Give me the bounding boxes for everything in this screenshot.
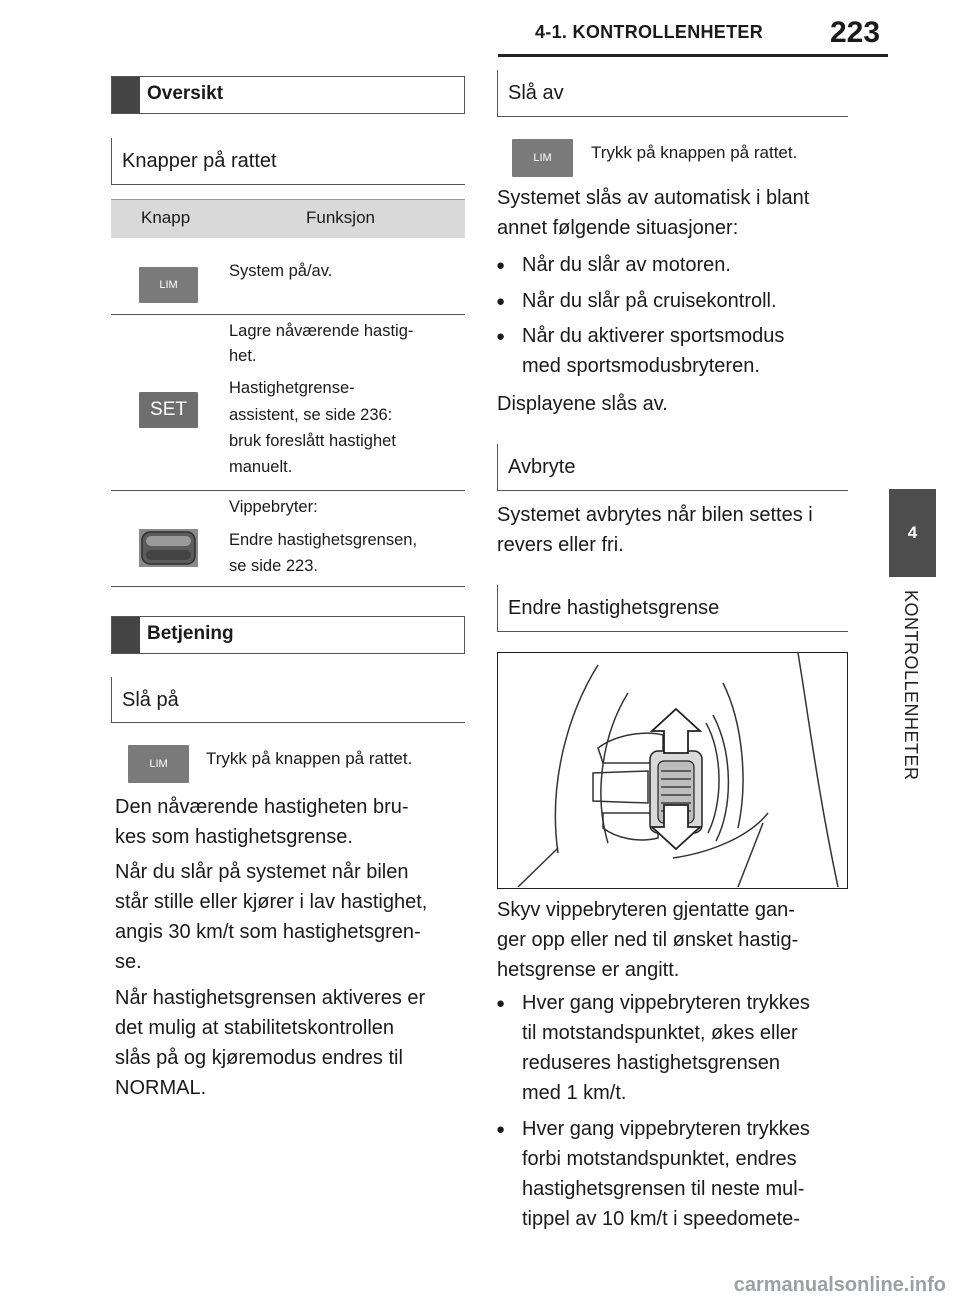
paragraph <box>497 895 798 985</box>
chapter-side-label: KONTROLLENHETER <box>901 590 921 781</box>
col-knapp: Knapp <box>141 208 191 227</box>
table-cell: System på/av. <box>229 262 333 280</box>
subheading-sla-pa: Slå på <box>111 677 465 723</box>
chapter-tab: 4 <box>889 489 936 577</box>
text-line: med sportsmodusbryteren. <box>522 355 760 377</box>
bullet-item <box>522 1114 810 1234</box>
bullet-item <box>522 286 777 316</box>
section-title: Betjening <box>147 623 234 644</box>
instruction-text: Trykk på knappen på rattet. <box>206 749 413 768</box>
text-line: står stille eller kjører i lav hastighet, <box>115 891 428 913</box>
bullet-item <box>522 321 784 381</box>
section-marker <box>112 617 140 653</box>
text-line: hastighetsgrensen til neste mul- <box>522 1178 805 1200</box>
text-line: Når du slår på systemet når bilen <box>115 861 409 883</box>
table-cell: Vippebryter: <box>229 498 318 516</box>
subheading-avbryte: Avbryte <box>497 444 848 491</box>
row-divider <box>111 490 465 491</box>
bullet-item <box>522 988 810 1108</box>
text-line: ● Hver gang vippebryteren trykkes <box>522 992 810 1014</box>
text-line: det mulig at stabilitetskontrollen <box>115 1017 395 1039</box>
table-cell: manuelt. <box>229 458 293 476</box>
text-line: annet følgende situasjoner: <box>497 217 739 239</box>
lim-button[interactable]: LIM <box>512 139 573 177</box>
subheading-sla-av: Slå av <box>497 70 848 117</box>
subheading-knapper: Knapper på rattet <box>111 138 465 185</box>
text-line: ● Når du slår av motoren. <box>522 254 731 276</box>
watermark: carmanualsonline.info <box>733 1274 946 1296</box>
text-line: Systemet slås av automatisk i blant <box>497 187 810 209</box>
section-oversikt <box>111 76 465 114</box>
text-line: ● Hver gang vippebryteren trykkes <box>522 1118 810 1140</box>
text-line: angis 30 km/t som hastighetsgren- <box>115 921 421 943</box>
bullet-item <box>522 250 731 280</box>
text-line: forbi motstandspunktet, endres <box>522 1148 797 1170</box>
rocker-switch[interactable] <box>139 529 198 567</box>
rocker-switch-icon <box>139 529 198 567</box>
section-betjening <box>111 616 465 654</box>
section-marker <box>112 77 140 113</box>
steering-wheel-buttons-icon <box>498 653 846 887</box>
table-cell: se side 223. <box>229 557 318 575</box>
table-header <box>111 199 465 238</box>
text-line: kes som hastighetsgrense. <box>115 826 353 848</box>
paragraph <box>497 183 809 243</box>
section-title: Oversikt <box>147 83 224 104</box>
text-line: Skyv vippebryteren gjentatte gan- <box>497 899 795 921</box>
paragraph <box>115 792 409 852</box>
text-line: tippel av 10 km/t i speedomete- <box>522 1208 800 1230</box>
table-cell: Endre hastighetsgrensen, <box>229 531 418 549</box>
text-line: se. <box>115 951 142 973</box>
text-line: med 1 km/t. <box>522 1082 627 1104</box>
text-line: Den nåværende hastigheten bru- <box>115 796 409 818</box>
text-line: NORMAL. <box>115 1077 207 1099</box>
text-line: Systemet avbrytes når bilen settes i <box>497 504 813 526</box>
table-cell: assistent, se side 236: <box>229 406 393 424</box>
text-line: slås på og kjøremodus endres til <box>115 1047 403 1069</box>
paragraph <box>497 500 813 560</box>
paragraph: Displayene slås av. <box>497 393 668 415</box>
table-cell: bruk foreslått hastighet <box>229 432 396 450</box>
set-button[interactable]: SET <box>139 392 198 428</box>
text-line: Når hastighetsgrensen aktiveres er <box>115 987 426 1009</box>
paragraph <box>115 857 427 977</box>
lim-button[interactable]: LIM <box>128 745 189 783</box>
text-line: ger opp eller ned til ønsket hastig- <box>497 929 799 951</box>
row-divider <box>111 586 465 587</box>
header-rule <box>498 54 888 57</box>
text-line: til motstandspunktet, økes eller <box>522 1022 798 1044</box>
text-line: ● Når du slår på cruisekontroll. <box>522 290 777 312</box>
chapter-title: 4-1. KONTROLLENHETER <box>535 22 764 42</box>
table-cell: het. <box>229 347 257 365</box>
paragraph <box>115 983 425 1103</box>
page-number: 223 <box>830 16 881 49</box>
text-line: ● Når du aktiverer sportsmodus <box>522 325 785 347</box>
row-divider <box>111 314 465 315</box>
table-cell: Lagre nåværende hastig- <box>229 322 414 340</box>
subheading-endre: Endre hastighetsgrense <box>497 585 848 632</box>
table-cell: Hastighetgrense- <box>229 379 355 397</box>
lim-button[interactable]: LIM <box>139 267 198 303</box>
text-line: revers eller fri. <box>497 534 624 556</box>
col-funksjon: Funksjon <box>306 208 375 227</box>
instruction-text: Trykk på knappen på rattet. <box>591 143 798 162</box>
text-line: reduseres hastighetsgrensen <box>522 1052 780 1074</box>
text-line: hetsgrense er angitt. <box>497 959 680 981</box>
steering-wheel-illustration <box>497 652 848 889</box>
